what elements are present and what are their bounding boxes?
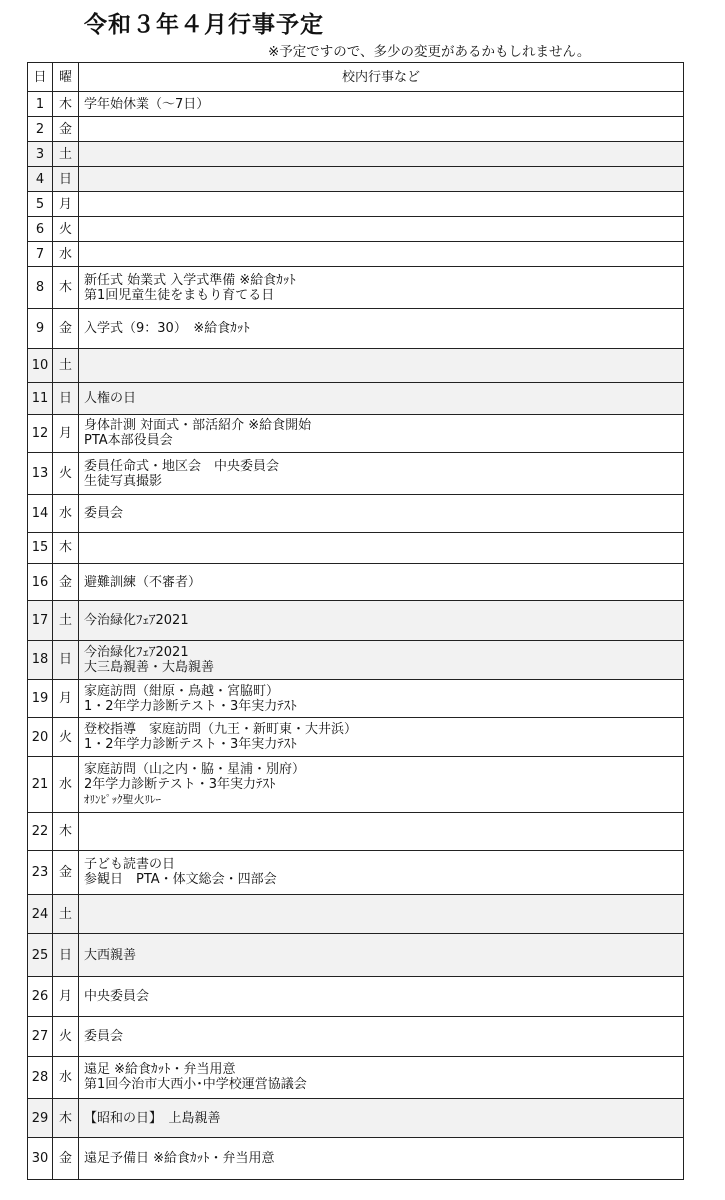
weekday-cell: 土 — [53, 142, 79, 167]
weekday-cell: 木 — [53, 267, 79, 309]
day-cell: 4 — [28, 167, 53, 192]
events-cell — [79, 217, 684, 242]
day-cell: 6 — [28, 217, 53, 242]
weekday-cell: 金 — [53, 309, 79, 349]
table-row — [28, 192, 684, 217]
day-cell: 23 — [28, 850, 53, 894]
events-cell — [79, 532, 684, 563]
day-cell: 27 — [28, 1016, 53, 1056]
schedule-table — [27, 62, 684, 1180]
weekday-cell: 土 — [53, 894, 79, 934]
events-cell — [79, 1137, 684, 1179]
event-line: 学年始休業（～7日） — [84, 96, 210, 112]
day-cell: 26 — [28, 977, 53, 1017]
weekday-cell: 火 — [53, 453, 79, 495]
event-line: 第1回児童生徒をまもり育てる日 — [84, 287, 275, 303]
table-row — [28, 1137, 684, 1179]
weekday-cell: 月 — [53, 679, 79, 718]
events-cell — [79, 192, 684, 217]
event-line: 入学式（9：30） ※給食ｶｯﾄ — [84, 320, 250, 336]
header-weekday: 曜 — [53, 63, 79, 92]
table-row — [28, 1099, 684, 1138]
weekday-cell: 火 — [53, 1016, 79, 1056]
day-cell: 9 — [28, 309, 53, 349]
event-line: 中央委員会 — [84, 989, 150, 1005]
table-row — [28, 756, 684, 812]
event-line: 第1回今治市大西小･中学校運営協議会 — [84, 1077, 307, 1093]
weekday-cell: 火 — [53, 718, 79, 757]
event-line: PTA本部役員会 — [84, 433, 173, 449]
events-cell — [79, 894, 684, 934]
table-row — [28, 563, 684, 601]
table-row — [28, 934, 684, 977]
page-title: 令和３年４月行事予定 — [84, 12, 324, 38]
day-cell: 19 — [28, 679, 53, 718]
weekday-cell: 土 — [53, 348, 79, 382]
day-cell: 8 — [28, 267, 53, 309]
table-row — [28, 679, 684, 718]
events-cell — [79, 117, 684, 142]
events-cell — [79, 977, 684, 1017]
day-cell: 15 — [28, 532, 53, 563]
table-row — [28, 414, 684, 453]
event-line: 遠足予備日 ※給食ｶｯﾄ・弁当用意 — [84, 1150, 275, 1166]
event-line: 登校指導 家庭訪問（九王・新町東・大井浜） — [84, 722, 358, 738]
weekday-cell: 金 — [53, 1137, 79, 1179]
weekday-cell: 水 — [53, 494, 79, 532]
events-cell — [79, 494, 684, 532]
event-line: 家庭訪問（紺原・鳥越・宮脇町） — [84, 683, 280, 699]
day-cell: 17 — [28, 601, 53, 641]
events-cell — [79, 348, 684, 382]
event-line: 今治緑化ﾌｪｱ2021 — [84, 644, 189, 660]
weekday-cell: 日 — [53, 934, 79, 977]
day-cell: 29 — [28, 1099, 53, 1138]
schedule-note: ※予定ですので、多少の変更があるかもしれません。 — [268, 44, 591, 60]
day-cell: 1 — [28, 92, 53, 117]
event-line: 参観日 PTA・体文総会・四部会 — [84, 872, 277, 888]
events-cell — [79, 167, 684, 192]
table-row — [28, 92, 684, 117]
events-cell — [79, 641, 684, 680]
event-line: 生徒写真撮影 — [84, 473, 163, 489]
table-row — [28, 142, 684, 167]
table-row — [28, 494, 684, 532]
event-line: 2年学力診断テスト・3年実力ﾃｽﾄ — [84, 777, 276, 793]
table-row — [28, 601, 684, 641]
day-cell: 18 — [28, 641, 53, 680]
events-cell — [79, 934, 684, 977]
weekday-cell: 木 — [53, 813, 79, 851]
table-row — [28, 117, 684, 142]
weekday-cell: 木 — [53, 1099, 79, 1138]
day-cell: 16 — [28, 563, 53, 601]
table-row — [28, 1016, 684, 1056]
weekday-cell: 水 — [53, 242, 79, 267]
event-line: 大西親善 — [84, 947, 137, 963]
day-cell: 24 — [28, 894, 53, 934]
events-cell — [79, 383, 684, 414]
day-cell: 28 — [28, 1056, 53, 1099]
event-line: 委員会 — [84, 505, 124, 521]
events-cell — [79, 414, 684, 453]
events-cell — [79, 1056, 684, 1099]
events-cell — [79, 1099, 684, 1138]
weekday-cell: 木 — [53, 532, 79, 563]
weekday-cell: 月 — [53, 414, 79, 453]
weekday-cell: 土 — [53, 601, 79, 641]
day-cell: 13 — [28, 453, 53, 495]
event-line: 【昭和の日】 上島親善 — [84, 1110, 221, 1126]
events-cell — [79, 813, 684, 851]
table-row — [28, 217, 684, 242]
day-cell: 2 — [28, 117, 53, 142]
table-row — [28, 453, 684, 495]
event-line: 家庭訪問（山之内・脇・星浦・別府） — [84, 762, 306, 778]
event-line: 大三島親善・大島親善 — [84, 659, 215, 675]
table-row — [28, 242, 684, 267]
weekday-cell: 月 — [53, 977, 79, 1017]
table-header-row — [28, 63, 684, 92]
event-line: 子ども読書の日 — [84, 857, 176, 873]
event-line: 新任式 始業式 入学式準備 ※給食ｶｯﾄ — [84, 272, 296, 288]
event-line: 身体計測 対面式・部活紹介 ※給食開始 — [84, 418, 312, 434]
events-cell — [79, 1016, 684, 1056]
table-row — [28, 813, 684, 851]
table-row — [28, 267, 684, 309]
event-line: 人権の日 — [84, 390, 137, 406]
table-row — [28, 894, 684, 934]
weekday-cell: 日 — [53, 641, 79, 680]
weekday-cell: 火 — [53, 217, 79, 242]
events-cell — [79, 242, 684, 267]
table-row — [28, 850, 684, 894]
table-row — [28, 1056, 684, 1099]
event-line: 委員任命式・地区会 中央委員会 — [84, 458, 280, 474]
day-cell: 7 — [28, 242, 53, 267]
event-line: 避難訓練（不審者） — [84, 574, 202, 590]
events-cell — [79, 756, 684, 812]
events-cell — [79, 267, 684, 309]
events-cell — [79, 601, 684, 641]
header-day: 日 — [28, 63, 53, 92]
events-cell — [79, 453, 684, 495]
weekday-cell: 水 — [53, 1056, 79, 1099]
table-row — [28, 532, 684, 563]
header-events: 校内行事など — [79, 63, 684, 92]
events-cell — [79, 309, 684, 349]
day-cell: 21 — [28, 756, 53, 812]
weekday-cell: 日 — [53, 167, 79, 192]
day-cell: 5 — [28, 192, 53, 217]
event-line: 委員会 — [84, 1028, 124, 1044]
day-cell: 30 — [28, 1137, 53, 1179]
weekday-cell: 金 — [53, 117, 79, 142]
weekday-cell: 日 — [53, 383, 79, 414]
table-row — [28, 977, 684, 1017]
table-row — [28, 641, 684, 680]
event-line: ｵﾘﾝﾋﾟｯｸ聖火ﾘﾚｰ — [84, 793, 161, 807]
weekday-cell: 水 — [53, 756, 79, 812]
events-cell — [79, 563, 684, 601]
weekday-cell: 木 — [53, 92, 79, 117]
weekday-cell: 金 — [53, 850, 79, 894]
event-line: 1・2年学力診断テスト・3年実力ﾃｽﾄ — [84, 737, 297, 753]
day-cell: 22 — [28, 813, 53, 851]
day-cell: 25 — [28, 934, 53, 977]
events-cell — [79, 142, 684, 167]
event-line: 遠足 ※給食ｶｯﾄ・弁当用意 — [84, 1062, 236, 1078]
table-row — [28, 167, 684, 192]
event-line: 1・2年学力診断テスト・3年実力ﾃｽﾄ — [84, 698, 297, 714]
weekday-cell: 月 — [53, 192, 79, 217]
events-cell — [79, 718, 684, 757]
day-cell: 14 — [28, 494, 53, 532]
day-cell: 12 — [28, 414, 53, 453]
day-cell: 11 — [28, 383, 53, 414]
day-cell: 20 — [28, 718, 53, 757]
events-cell — [79, 850, 684, 894]
table-row — [28, 348, 684, 382]
table-row — [28, 718, 684, 757]
table-row — [28, 383, 684, 414]
events-cell — [79, 679, 684, 718]
day-cell: 3 — [28, 142, 53, 167]
weekday-cell: 金 — [53, 563, 79, 601]
events-cell — [79, 92, 684, 117]
day-cell: 10 — [28, 348, 53, 382]
table-row — [28, 309, 684, 349]
event-line: 今治緑化ﾌｪｱ2021 — [84, 613, 189, 629]
